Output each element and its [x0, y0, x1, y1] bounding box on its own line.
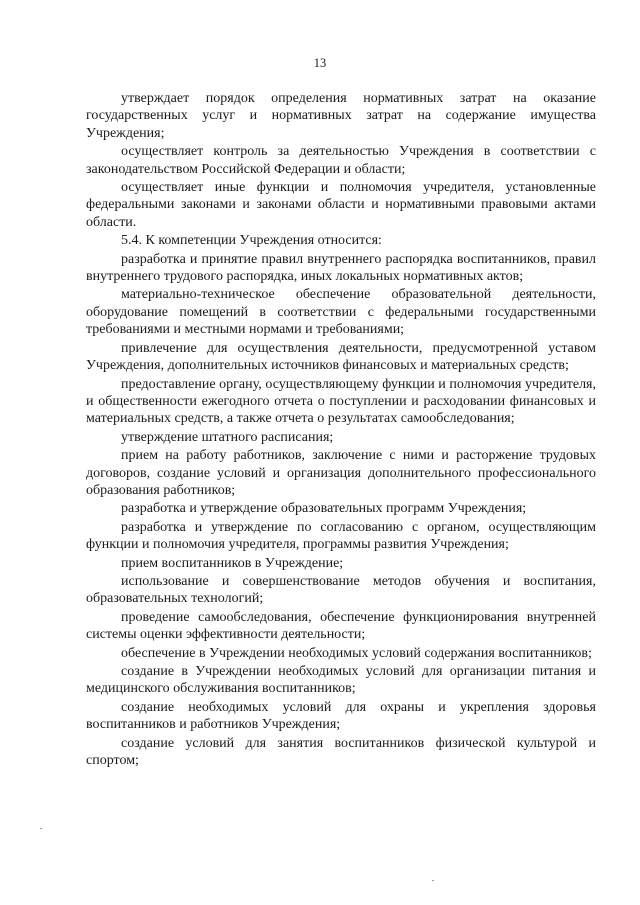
- list-item: обеспечение в Учреждении необходимых условий содержания воспитанников;: [121, 645, 592, 661]
- list-item: разработка и утверждение образовательных программ Учреждения;: [121, 501, 527, 517]
- list-item: создание условий для занятия воспитанников физической культурой и спортом;: [86, 735, 596, 769]
- list-item: прием на работу работников, заключение с ними и расторжение трудовых договоров, создание условий и организация дополнительного профессионального образования работников;: [86, 448, 596, 498]
- paragraph: осуществляет контроль за деятельностью Учреждения в соответствии с законодательством Российской Федерации и области;: [86, 144, 596, 177]
- list-item: создание в Учреждении необходимых условий для организации питания и медицинского обслуживания воспитанников;: [86, 664, 596, 697]
- list-item: проведение самообследования, обеспечение функционирования внутренней системы оценки эффективности деятельности;: [86, 609, 596, 643]
- paragraph: утверждает порядок определения нормативных затрат на оказание государственных услуг и нормативных затрат на содержание имущества Учреждения;: [86, 91, 596, 141]
- scan-speck: [40, 828, 42, 829]
- scan-speck: [432, 880, 434, 881]
- list-item: предоставление органу, осуществляющему функции и полномочия учредителя, и общественности ежегодного отчета о поступлении и расходовании финансовых и материальных средств, а также отчета о результатах самообследования;: [86, 376, 596, 427]
- document-body: [86, 90, 596, 769]
- list-item: разработка и принятие правил внутреннего распорядка воспитанников, правил внутреннего трудового распорядка, иных локальных нормативных актов;: [86, 251, 596, 285]
- list-item: материально-техническое обеспечение образовательной деятельности, оборудование помещений в соответствии с федеральными государственными требованиями и местными нормами и требованиями;: [86, 287, 596, 338]
- page-number: 13: [313, 56, 327, 70]
- list-item: создание необходимых условий для охраны и укрепления здоровья воспитанников и работников Учреждения;: [86, 699, 596, 733]
- list-item: утверждение штатного расписания;: [121, 429, 334, 445]
- list-item: привлечение для осуществления деятельности, предусмотренной уставом Учреждения, дополнительных источников финансовых и материальных средств;: [86, 340, 596, 374]
- list-item: разработка и утверждение по согласованию с органом, осуществляющим функции и полномочия учредителя, программы развития Учреждения;: [86, 519, 596, 553]
- list-item: прием воспитанников в Учреждение;: [121, 555, 344, 571]
- section-heading-5-4: 5.4. К компетенции Учреждения относится:: [121, 233, 382, 249]
- list-item: использование и совершенствование методов обучения и воспитания, образовательных технологий;: [86, 573, 596, 607]
- paragraph: осуществляет иные функции и полномочия учредителя, установленные федеральными законами и законами области и нормативными правовыми актами области.: [86, 180, 596, 230]
